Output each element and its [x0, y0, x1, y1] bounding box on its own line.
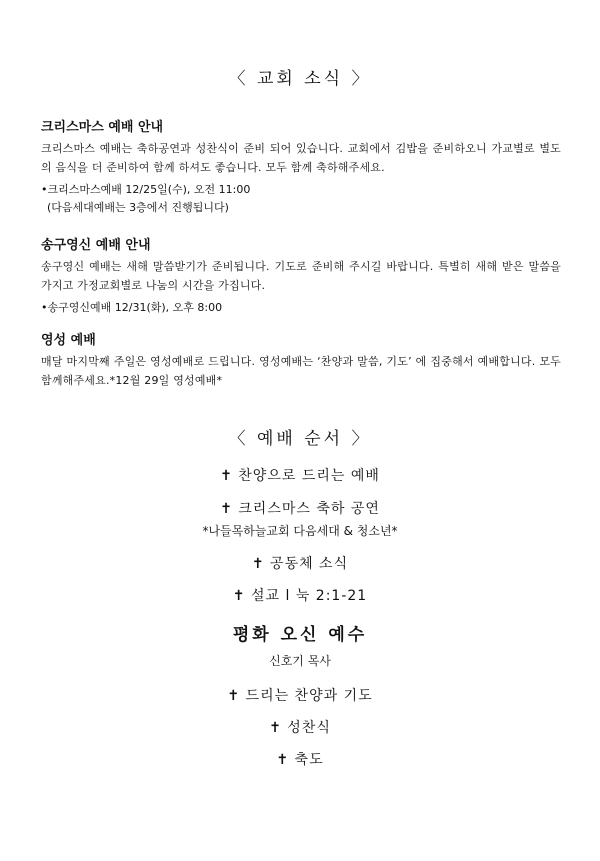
sermon-title: 평화 오신 예수 — [232, 625, 368, 645]
preacher-block — [0, 652, 600, 669]
christmas-heading: 크리스마스 예배 안내 — [41, 120, 164, 135]
yearend-notice — [41, 234, 561, 317]
yearend-body: 송구영신 예배는 새해 말씀받기가 준비됩니다. 기도로 준비해 주시길 바랍니다. 특별히 새해 받은 말씀을 가지고 가정교회별로 나눔의 시간을 가집니다. — [41, 260, 561, 292]
sermon-title-block — [0, 620, 600, 645]
order-item-benediction — [0, 749, 600, 769]
order-item-christmas-performance — [0, 498, 600, 539]
order-item-sermon — [0, 585, 600, 605]
order-item-community-label: ✝ 공동체 소식 — [251, 556, 349, 572]
news-section-title: 〈 교회 소식 〉 — [228, 69, 372, 89]
yearend-schedule: •송구영신예배 12/31(화), 오후 8:00 — [41, 301, 223, 314]
order-section-title: 〈 예배 순서 〉 — [228, 429, 372, 449]
order-item-offering-label: ✝ 드리는 찬양과 기도 — [227, 688, 373, 704]
order-item-benediction-label: ✝ 축도 — [276, 752, 324, 768]
spiritual-body: 매달 마지막째 주일은 영성예배로 드립니다. 영성예배는 ‘찬양과 말씀, 기도’ 에 집중해서 예배합니다. 모두 함께해주세요.*12월 29일 영성예배* — [41, 355, 561, 387]
order-item-praise — [0, 465, 600, 485]
christmas-schedule-note: (다음세대예배는 3층에서 진행됩니다) — [47, 201, 229, 214]
spiritual-notice — [41, 329, 561, 390]
christmas-notice — [41, 116, 561, 217]
order-item-offering — [0, 685, 600, 705]
order-item-praise-label: ✝ 찬양으로 드리는 예배 — [220, 468, 380, 484]
preacher-name: 신호기 목사 — [269, 654, 331, 668]
order-item-communion — [0, 717, 600, 737]
order-item-performance-label: ✝ 크리스마스 축하 공연 — [220, 501, 380, 517]
order-item-community-news — [0, 553, 600, 573]
christmas-body: 크리스마스 예배는 축하공연과 성찬식이 준비 되어 있습니다. 교회에서 김밥을 준비하오니 가교별로 별도의 음식을 더 준비하여 함께 하셔도 좋습니다. 모두 함께 축하해주세요. — [41, 142, 561, 174]
order-item-performance-note: *나들목하늘교회 다음세대 & 청소년* — [202, 524, 398, 538]
yearend-heading: 송구영신 예배 안내 — [41, 238, 151, 253]
christmas-schedule: •크리스마스예배 12/25일(수), 오전 11:00 — [41, 183, 251, 196]
order-item-communion-label: ✝ 성찬식 — [269, 720, 331, 736]
spiritual-heading: 영성 예배 — [41, 333, 96, 348]
order-item-sermon-label: ✝ 설교 l 눅 2:1-21 — [232, 588, 368, 604]
